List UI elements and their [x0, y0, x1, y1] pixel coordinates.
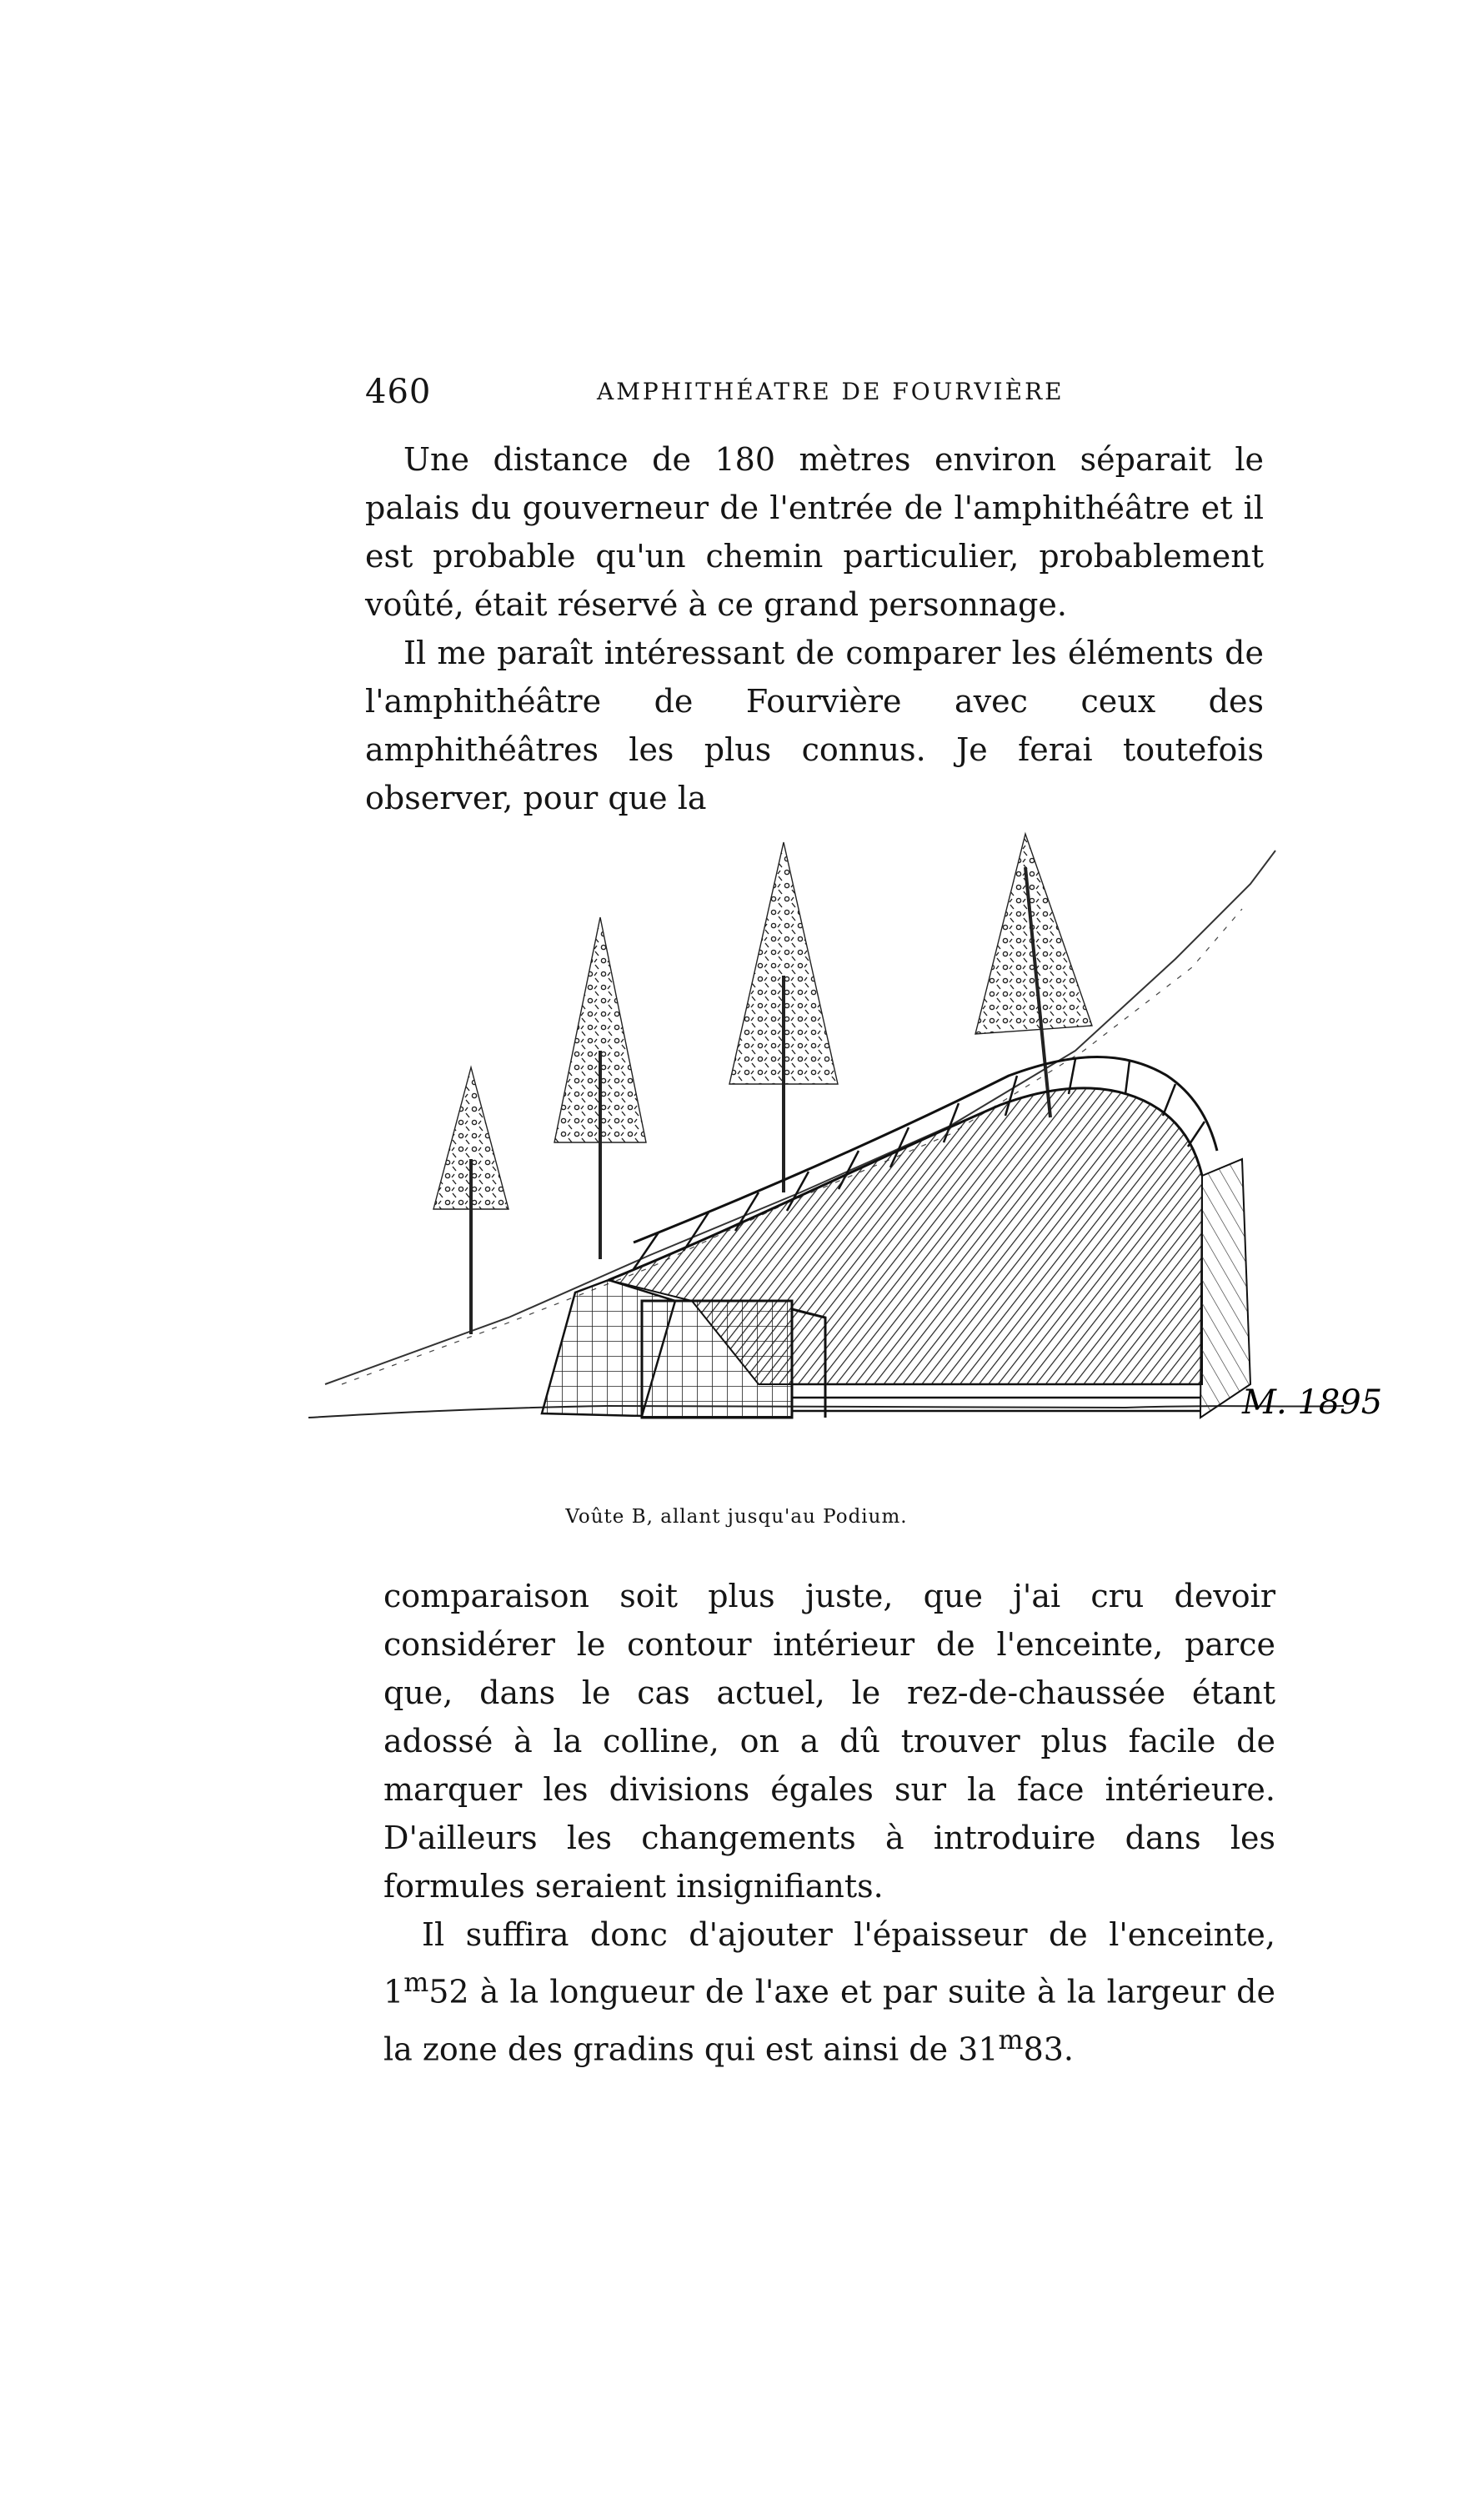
- grille-gate: [642, 1301, 792, 1418]
- page-header: [365, 373, 1264, 423]
- top-text-block: [365, 435, 1264, 822]
- unit-superscript: m: [998, 2025, 1024, 2056]
- bottom-text-block: [383, 1572, 1275, 2073]
- text-run: 52 à la longueur de l'axe et par suite à la largeur de la zone des gradins qui est ainsi de 31: [383, 1973, 1275, 2068]
- text-run: 83.: [1023, 2031, 1074, 2068]
- paragraph: Il me paraît intéressant de comparer les éléments de l'amphithéâtre de Fourvière avec ceux des amphithéâtres les plus connus. Je ferai toutefois observer, pour que la: [365, 635, 1264, 816]
- unit-superscript: m: [403, 1968, 429, 1998]
- artist-signature: M. 1895: [1242, 1383, 1383, 1422]
- page-number: 460: [365, 373, 432, 411]
- paragraph: Une distance de 180 mètres environ séparait le palais du gouverneur de l'entrée de l'amphithéâtre et il est probable qu'un chemin particulier, probablement voûté, était réservé à ce grand personnage.: [365, 441, 1264, 623]
- figure-caption: Voûte B, allant jusqu'au Podium.: [565, 1506, 908, 1528]
- vaulted-passage-drawing-icon: [292, 801, 1383, 1497]
- paragraph: [383, 1910, 1275, 2073]
- right-pier: [1200, 1159, 1250, 1418]
- text-run: Il suffira donc d'ajouter l'épaisseur de l'enceinte, 1: [383, 1916, 1275, 2010]
- tree: [729, 842, 838, 1192]
- running-title: AMPHITHÉATRE DE FOURVIÈRE: [597, 378, 1065, 405]
- illustration-figure: [292, 801, 1383, 1497]
- tree: [554, 917, 646, 1259]
- tree: [433, 1067, 509, 1334]
- paragraph: comparaison soit plus juste, que j'ai cru devoir considérer le contour intérieur de l'enceinte, parce que, dans le cas actuel, le rez-de-chaussée étant adossé à la colline, on a dû trouver plus facile de marquer les divisions égales sur la face intérieure. D'ailleurs les changements à introduire dans les formules seraient insignifiants.: [383, 1578, 1275, 1905]
